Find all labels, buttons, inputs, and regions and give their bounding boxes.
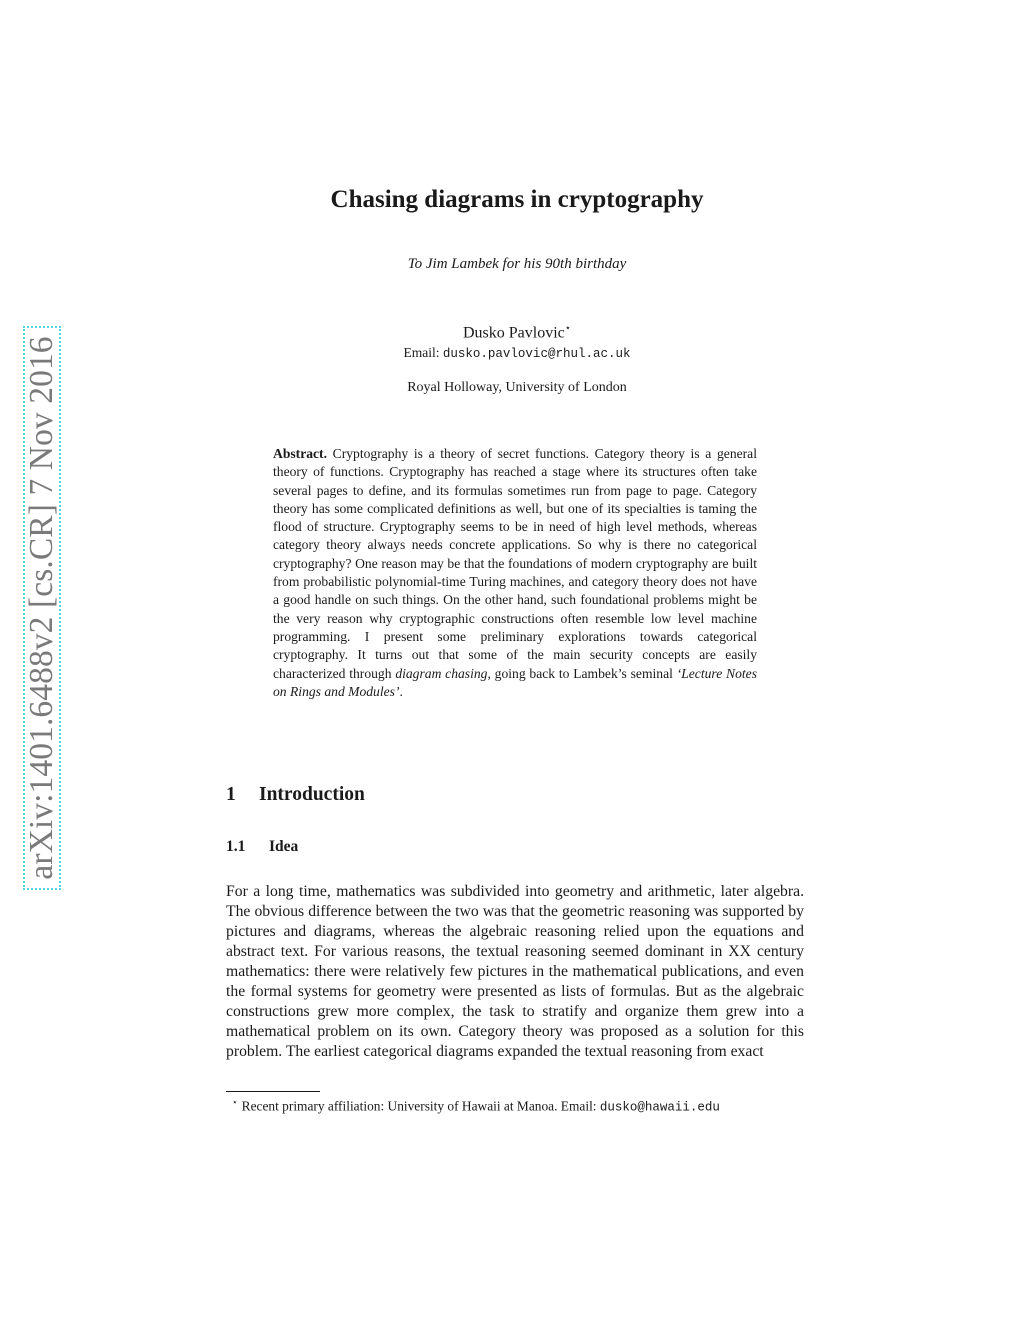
author-email[interactable]: dusko.pavlovic@rhul.ac.uk: [442, 347, 631, 361]
section-title: Introduction: [259, 784, 365, 805]
arxiv-stamp-text: arXiv:1401.6488v2 [cs.CR] 7 Nov 2016: [23, 336, 60, 880]
author-affiliation: Royal Holloway, University of London: [407, 380, 627, 395]
abstract: [273, 445, 757, 701]
footnote-text: Recent primary affiliation: University of Hawaii at Manoa. Email:: [241, 1098, 600, 1114]
section-number: 1: [226, 784, 236, 805]
abstract-text-2: , going back to Lambek’s seminal: [487, 665, 677, 681]
footnote-rule: [226, 1091, 320, 1092]
author-footnote-mark: ⋆: [564, 323, 572, 334]
abstract-text-1: Cryptography is a theory of secret functions. Category theory is a general theory of functions. Cryptography has reached a stage where its structures often take several pages to define, and its formulas sometimes run from page to page. Category theory has some complicated definitions as well, but one of its specialties is taming the flood of structure. Cryptography seems to be in need of high level methods, whereas category theory always needs concrete applications. So why is there no categorical cryptography? One reason may be that the foundations of modern cryptography are built from probabilistic polynomial-time Turing machines, and category theory does not have a good handle on such things. On the other hand, such foundational problems might be the very reason why cryptographic constructions often resemble low level machine programming. I present some preliminary explorations towards categorical cryptography. It turns out that some of the main security concepts are easily characterized through: [273, 446, 757, 681]
author-name: Dusko Pavlovic: [462, 324, 565, 342]
footnote-mark: ⋆: [232, 1097, 238, 1107]
body-paragraph: For a long time, mathematics was subdivided into geometry and arithmetic, later algebra. The obvious difference between the two was that the geometric reasoning was supported by pictures and diagrams, whereas the algebraic reasoning relied upon the equations and abstract text. For various reasons, the textual reasoning seemed dominant in XX century mathematics: there were relatively few pictures in the mathematical publications, and even the formal systems for geometry were presented as lists of formulas. But as the algebraic constructions grew more complex, the task to stratify and organize them grew into a mathematical problem on its own. Category theory was proposed as a solution for this problem. The earliest categorical diagrams expanded the textual reasoning from exact: [226, 883, 804, 1060]
abstract-emph-2: ‘Lecture Notes on Rings and Modules’: [273, 665, 757, 699]
author-line: [5, 323, 1024, 342]
author-email-line: [5, 345, 1024, 361]
email-label: Email:: [403, 345, 440, 360]
paper-title: Chasing diagrams in cryptography: [330, 186, 704, 213]
subsection-number: 1.1: [226, 838, 246, 855]
abstract-label: Abstract.: [273, 446, 327, 461]
footnote: [232, 1097, 812, 1114]
abstract-text-3: .: [399, 683, 403, 699]
abstract-emph-1: diagram chasing: [395, 665, 488, 681]
section-heading: [226, 784, 365, 806]
subsection-title: Idea: [269, 838, 299, 855]
subsection-heading: [226, 838, 298, 856]
dedication: To Jim Lambek for his 90th birthday: [407, 256, 627, 272]
footnote-email[interactable]: dusko@hawaii.edu: [599, 1100, 720, 1115]
